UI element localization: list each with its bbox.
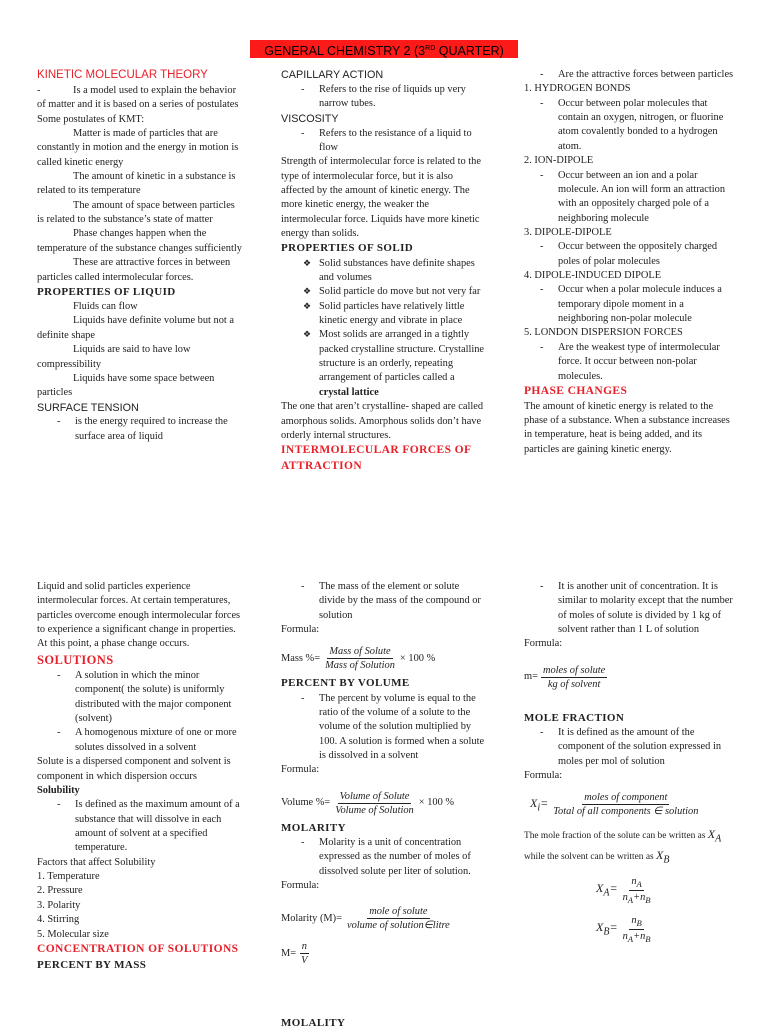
mole-fraction-heading: MOLE FRACTION [524,711,625,724]
percent-volume-heading: PERCENT BY VOLUME [281,677,410,690]
imf-type-desc: - Occur between polar molecules that contain an oxygen, nitrogen, or fluorine atom covalently bonded to a hydrogen atom. [524,97,734,154]
capillary-heading: CAPILLARY ACTION [281,69,384,81]
kmt-intro: - Is a model used to explain the behavior of matter and it is based on a series of postulates [37,84,239,111]
column-3-bottom [524,580,734,944]
solutions-item: - A solution in which the minor component( the solute) is uniformly distributed with the major component (solvent) [37,669,243,726]
solutions-item: - A homogenous mixture of one or more solutes dissolved in a solvent [37,726,243,755]
solubility-heading: Solubility [37,784,80,796]
column-1-bottom [37,580,243,973]
amorphous-paragraph: The one that aren’t crystalline- shaped are called amorphous solids. Amorphous solids don’t have orderly internal structures. [281,401,484,441]
kmt-postulate: Phase changes happen when the temperature of the substance changes sufficiently [37,228,242,254]
solutions-heading: SOLUTIONS [37,652,114,667]
concentration-heading: CONCENTRATION OF SOLUTIONS [37,942,239,955]
formula-label: Formula: [281,880,320,892]
solid-item: ❖ Most solids are arranged in a tightly packed crystalline structure. Crystalline structure is an orderly, repeating arrangement of particles called a crystal lattice [281,328,487,400]
kmt-heading: KINETIC MOLECULAR THEORY [37,69,208,81]
molality-formula: m= $\frac{\text{moles of solute}}{\text{kg of solvent}}$ [524,664,606,690]
liquid-item: Liquids have definite volume but not a definite shape [37,315,235,341]
page-title: GENERAL CHEMISTRY 2 (3RD QUARTER) [250,40,518,58]
formula-label: Formula: [524,638,563,650]
liquid-heading: PROPERTIES OF LIQUID [37,285,176,298]
surface-tension-desc: - is the energy required to increase the surface area of liquid [37,415,243,444]
solubility-factors-label: Factors that affect Solubility [37,856,156,868]
phase-heading: PHASE CHANGES [524,384,628,397]
surface-tension-heading: SURFACE TENSION [37,401,139,414]
kmt-postulate: The amount of kinetic in a substance is related to its temperature [37,171,236,197]
viscosity-heading: VISCOSITY [281,112,339,125]
imf-type-name: 1. HYDROGEN BONDS [524,83,631,95]
imf-type-name: 5. LONDON DISPERSION FORCES [524,327,683,339]
viscosity-desc: - Refers to the resistance of a liquid to flow [281,127,487,156]
formula-label: Formula: [281,624,320,636]
percent-volume-formula: Volume %= $\frac{\text{Volume of Solute}}{\text{Volume of Solution}}$ × 100 % [281,790,455,816]
solubility-factor: 2. Pressure [37,885,83,897]
kmt-postulate: These are attractive forces in between particles called intermolecular forces. [37,257,231,283]
solubility-desc: - Is defined as the maximum amount of a substance that will dissolve in each amount of solvent at a specified temperature. [37,798,243,855]
strength-paragraph: Strength of intermolecular force is related to the type of intermolecular force, but it is also affected by the amount of kinetic energy. The more kinetic energy, the weaker the intermolecular force. Liquids have more kinetic energy than solids. [281,156,481,240]
mole-fraction-formula: $X_i=$ $\frac{\text{moles of component}}{\text{Total of all components ∈ solution}}$ [530,792,699,818]
solid-item: ❖ Solid particle do move but not very far [281,285,487,299]
molarity-desc: - Molarity is a unit of concentration expressed as the number of moles of dissolved solute per liter of solution. [281,836,487,879]
solubility-factor: 5. Molecular size [37,928,109,940]
percent-mass-heading: PERCENT BY MASS [37,958,147,971]
mole-fraction-b-formula: $X_B=$ $\frac{n_B}{n_A+n_B}$ [596,914,651,944]
imf-type-desc: - Occur when a polar molecule induces a temporary dipole moment in a neighboring non-polar molecule [524,283,734,326]
formula-label: Formula: [281,764,320,776]
imf-type-name: 3. DIPOLE-DIPOLE [524,226,612,238]
solubility-factor: 4. Stirring [37,914,80,926]
molarity-heading: MOLARITY [281,821,346,834]
solubility-factor: 1. Temperature [37,871,100,883]
kmt-postulates-label: Some postulates of KMT: [37,113,145,125]
phase-paragraph: The amount of kinetic energy is related to the phase of a substance. When a substance increases in temperature, heat is being added, and its particles are gaining kinetic energy. [524,400,730,455]
solute-paragraph: Solute is a dispersed component and solvent is component in which dispersion occurs [37,756,231,782]
solid-item: ❖ Solid substances have definite shapes and volumes [281,257,487,286]
column-3-top [524,68,734,457]
kmt-postulate: Matter is made of particles that are constantly in motion and the energy in motion is called kinetic energy [37,127,239,168]
imf-type-desc: - Occur between the oppositely charged poles of polar molecules [524,240,734,269]
molality-desc: - It is another unit of concentration. It is similar to molarity except that the number of moles of solute is divided by 1 kg of solvent rather than 1 L of solution [524,580,734,637]
mole-fraction-a-formula: $X_A=$ $\frac{n_A}{n_A+n_B}$ [596,875,651,905]
liquid-item: Liquids have some space between particles [37,372,215,399]
percent-volume-desc: - The percent by volume is equal to the ratio of the volume of a solute to the volume of the solution multiplied by 100. A solution is formed when a solute is dissolved in a solvent [281,692,487,764]
phase-paragraph-2: Liquid and solid particles experience intermolecular forces. At certain temperatures, particles overcome enough intermolecular forces to experience a significant change in properties. At this point, a phase change occurs. [37,581,241,650]
molality-heading: MOLALITY [281,1017,346,1029]
solubility-factor: 3. Polarity [37,899,81,911]
capillary-desc: - Refers to the rise of liquids up very narrow tubes. [281,83,487,112]
molarity-formula: Molarity (M)= $\frac{\text{mole of solute}}{\text{volume of solution∈litre}}$ [281,906,450,932]
mole-fraction-note: The mole fraction of the solute can be written as $X_A$ while the solvent can be written as $X_B$ [524,827,722,865]
formula-label: Formula: [524,770,563,782]
molarity-short-formula: M= $\frac{n}{V}$ [281,941,308,967]
imf-type-name: 2. ION-DIPOLE [524,155,594,167]
column-2-bottom [281,580,487,967]
mole-fraction-desc: - It is defined as the amount of the component of the solution expressed in moles per mol of solution [524,726,734,769]
imf-type-desc: - Occur between an ion and a polar molecule. An ion will form an attraction with an oppositely charged pole of a neighboring molecule [524,169,734,226]
imf-heading: INTERMOLECULAR FORCES OF ATTRACTION [281,444,471,473]
column-1-top [37,68,243,444]
solid-heading: PROPERTIES OF SOLID [281,242,414,255]
percent-mass-formula: Mass %= $\frac{\text{Mass of Solute}}{\text{Mass of Solution}}$ × 100 % [281,646,436,672]
imf-desc: - Are the attractive forces between particles [524,68,734,82]
kmt-postulate: The amount of space between particles is related to the substance’s state of matter [37,199,235,226]
imf-type-desc: - Are the weakest type of intermolecular force. It occur between non-polar molecules. [524,341,734,384]
solid-item: ❖ Solid particles have relatively little kinetic energy and vibrate in place [281,300,487,329]
imf-type-name: 4. DIPOLE-INDUCED DIPOLE [524,270,662,282]
column-2-top [281,68,487,475]
liquid-item: Fluids can flow [73,301,138,313]
liquid-item: Liquids are said to have low compressibility [37,344,191,370]
percent-mass-desc: - The mass of the element or solute divide by the mass of the compound or solution [281,580,487,623]
